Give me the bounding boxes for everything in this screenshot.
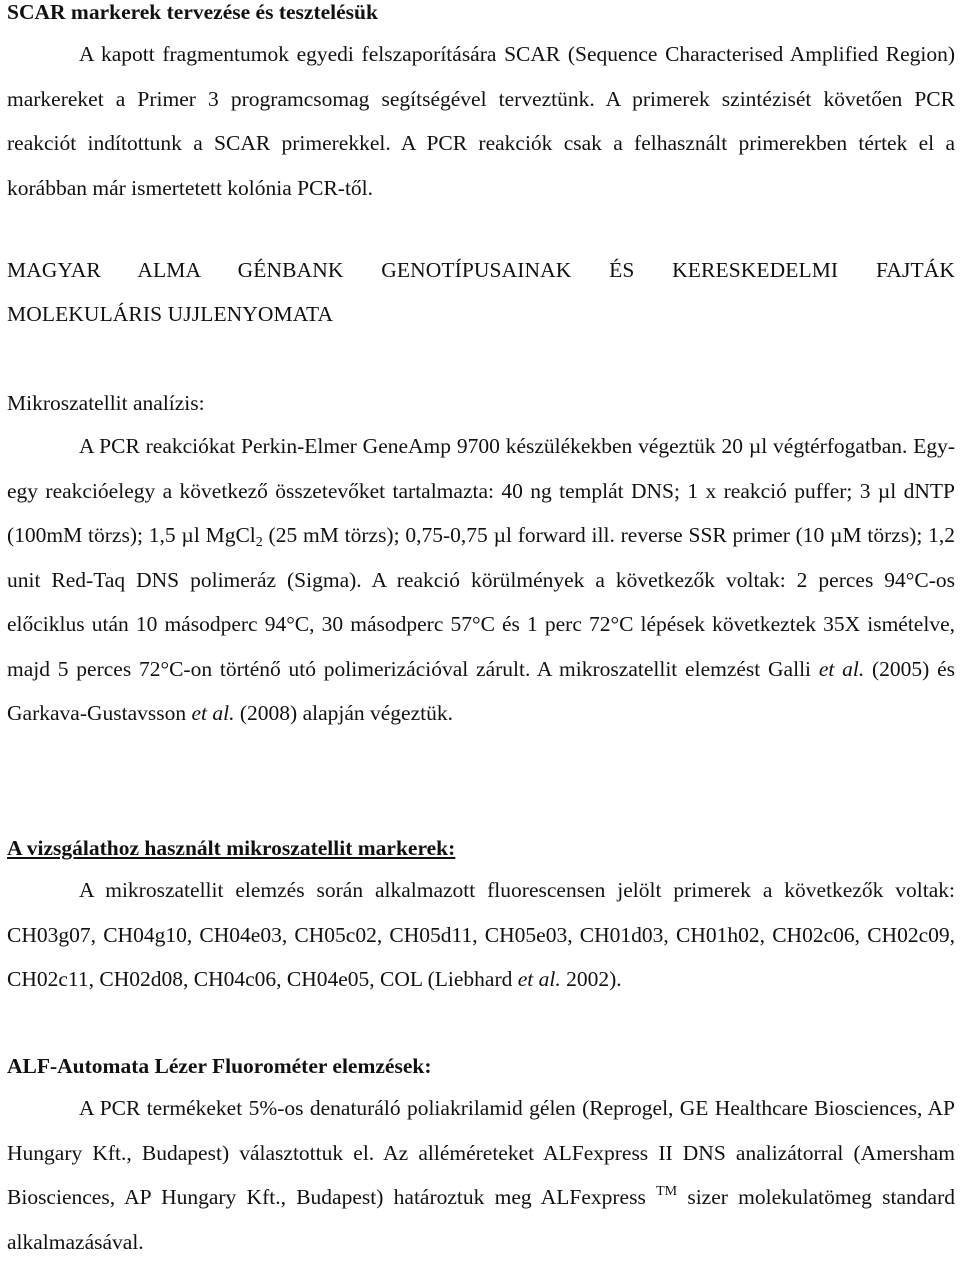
micro-etal-1: et al.: [818, 656, 865, 681]
scar-heading: SCAR markerek tervezése és tesztelésük: [7, 0, 378, 24]
markers-text-2: 2002).: [560, 967, 622, 991]
markers-heading: A vizsgálathoz használt mikroszatellit markerek:: [7, 836, 456, 860]
micro-etal-2: et al.: [191, 701, 235, 725]
alf-text-2: sizer molekulatömeg standard alkalmazásával.: [7, 1185, 956, 1254]
markers-text-1: A mikroszatellit elemzés során alkalmazott fluorescensen jelölt primerek a következők voltak: CH03g07, CH04g10, CH04e03, CH05c02, CH05d11, CH05e03, CH01d03, CH01h02, CH02c06, CH02c09, CH02c11, CH02d08, CH04c06, CH04e05, COL (Liebhard: [7, 878, 955, 991]
microsatellite-paragraph: [7, 424, 955, 736]
alf-paragraph: [7, 1086, 955, 1264]
tm-superscript: TM: [656, 1184, 678, 1199]
microsatellite-heading: Mikroszatellit analízis:: [7, 391, 205, 415]
micro-text-1: A PCR reakciókat Perkin-Elmer GeneAmp 9700 készülékekben végeztük 20 µl végtérfogatban. Egy-egy reakcióelegy a következő összetevőket tartalmazta: 40 ng templát DNS; 1 x reakció puffer; 3 µl dNTP (100mM törzs); 1,5 µl MgCl: [7, 434, 955, 547]
micro-text-3: (2005) és Garkava-Gustavsson: [7, 656, 956, 725]
markers-paragraph: [7, 868, 955, 1002]
scar-paragraph: A kapott fragmentumok egyedi felszaporítására SCAR (Sequence Characterised Amplified Region) markereket a Primer 3 programcsomag segítségével terveztünk. A primerek szintézisét követően PCR reakciót indítottunk a SCAR primerekkel. A PCR reakciók csak a felhasznált primerekben tértek el a korábban már ismertetett kolónia PCR-től.: [7, 42, 955, 200]
alf-heading: ALF-Automata Lézer Fluorométer elemzések:: [7, 1054, 432, 1078]
mgcl-subscript: 2: [255, 535, 263, 550]
main-title-line-1: MAGYAR ALMA GÉNBANK GENOTÍPUSAINAK ÉS KERESKEDELMI FAJTÁK: [7, 258, 955, 282]
markers-etal: et al.: [517, 967, 561, 991]
main-title-line-2: MOLEKULÁRIS UJJLENYOMATA: [7, 302, 334, 326]
micro-text-4: (2008) alapján végeztük.: [234, 701, 453, 725]
alf-text-1: A PCR termékeket 5%-os denaturáló poliakrilamid gélen (Reprogel, GE Healthcare Biosciences, AP Hungary Kft., Budapest) választottuk el. Az alléméreteket ALFexpress II DNS analizátorral (Amersham Biosciences, AP Hungary Kft., Budapest) határoztuk meg ALFexpress: [7, 1096, 955, 1209]
micro-text-2: (25 mM törzs); 0,75-0,75 µl forward ill. reverse SSR primer (10 µM törzs); 1,2 unit Red-Taq DNS polimeráz (Sigma). A reakció körülmények a következők voltak: 2 perces 94°C-os előciklus után 10 másodperc 94°C, 30 másodperc 57°C és 1 perc 72°C lépések következtek 35X ismételve, majd 5 perces 72°C-on történő utó polimerizációval zárult. A mikroszatellit elemzést Galli: [7, 523, 955, 681]
